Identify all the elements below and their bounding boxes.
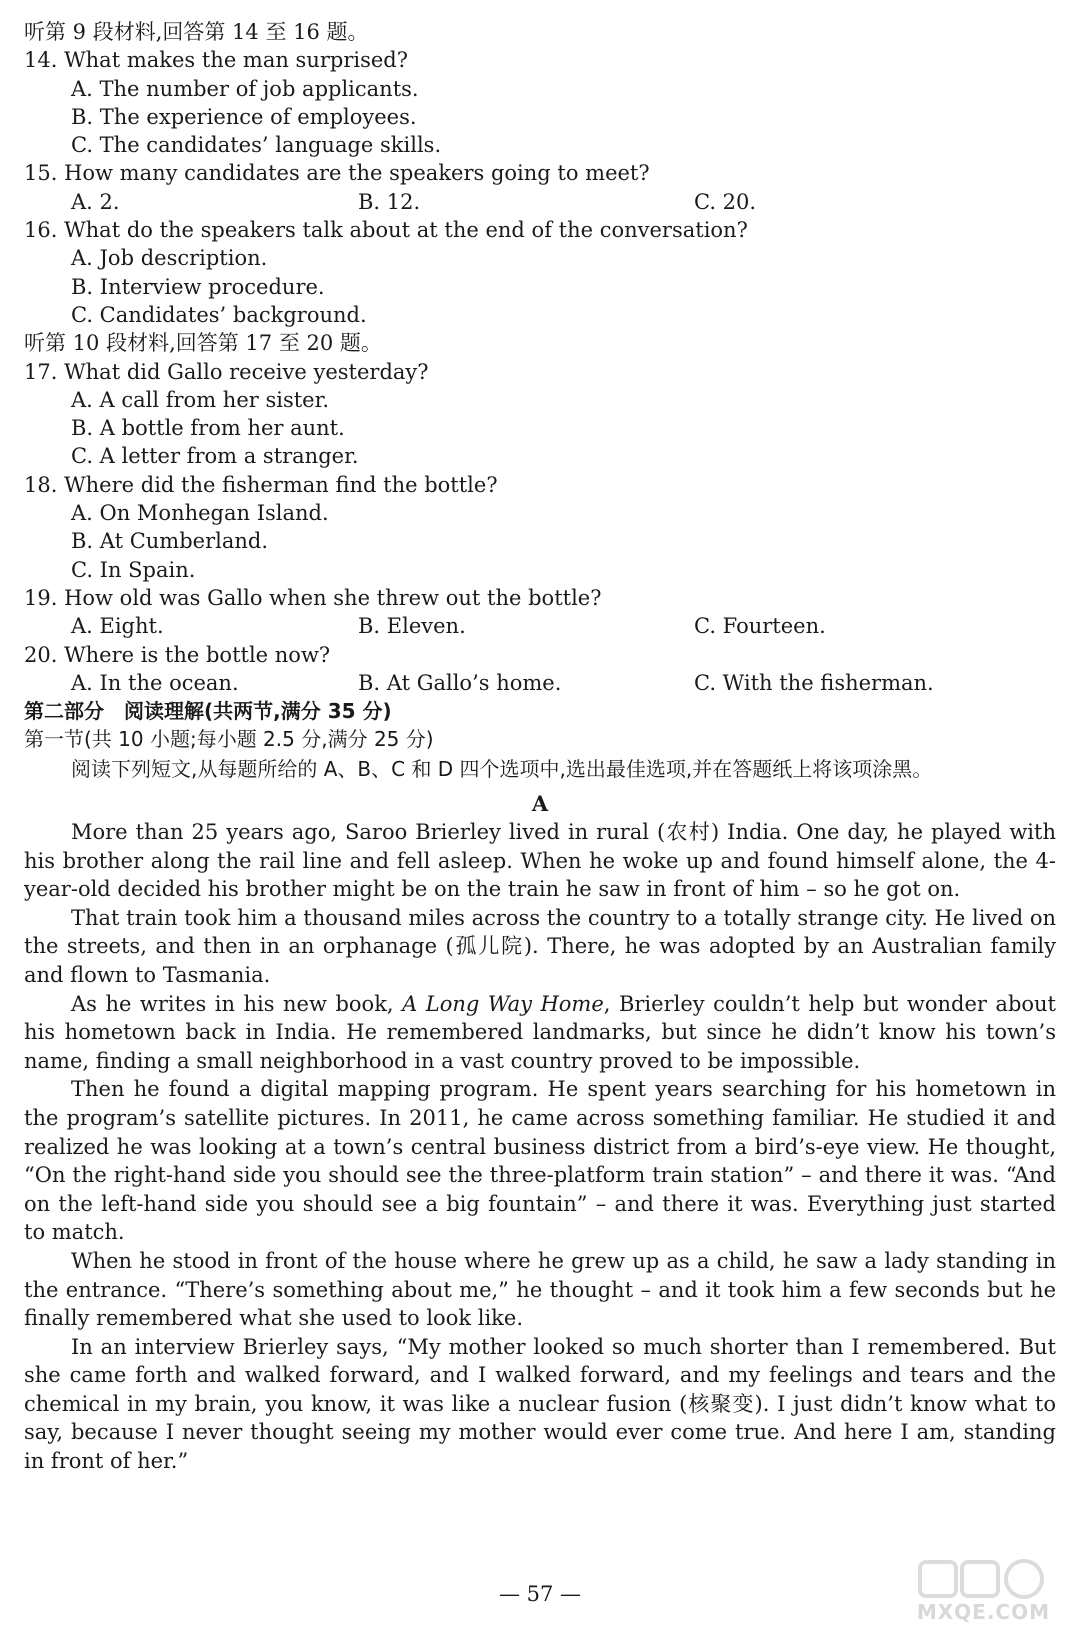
q17-stem: 17. What did Gallo receive yesterday? <box>24 359 429 384</box>
q20-option-c: C. With the fisherman. <box>694 670 934 695</box>
q17-option-c: C. A letter from a stranger. <box>71 444 359 469</box>
passage-paragraph-3 <box>24 990 1056 1076</box>
passage-paragraph-6: In an interview Brierley says, “My mother looked so much shorter than I remembered. But she came forth and walked forward, and I walked forward, and my feelings and tears and the chemical in my brain, you know, it was like a nuclear fusion (核聚变). I just didn’t know what to say, because I never thought seeing my mother would ever come true. And here I am, standing in front of her.” <box>24 1334 1056 1474</box>
q20-options <box>24 669 1056 697</box>
part2-title: 第二部分 阅读理解(共两节,满分 35 分) <box>24 699 392 724</box>
watermark-logo-icon <box>900 1556 1050 1604</box>
passage-paragraph-4: Then he found a digital mapping program. He spent years searching for his hometown in the program’s satellite pictures. In 2011, he came across something familiar. He studied it and realized he was looking at a town’s central business district from a bird’s-eye view. He thought, “On the right-hand side you should see the three-platform train station” – and there it was. “And on the left-hand side you should see a big fountain” – and there it was. Everything just started to match. <box>24 1077 1056 1245</box>
section9-heading: 听第 9 段材料,回答第 14 至 16 题。 <box>24 20 369 44</box>
q15-option-c: C. 20. <box>694 189 757 214</box>
q17-option-a: A. A call from her sister. <box>71 387 329 412</box>
q20-option-a: A. In the ocean. <box>71 670 239 695</box>
q17-option-b: B. A bottle from her aunt. <box>71 416 345 441</box>
q16-stem: 16. What do the speakers talk about at the end of the conversation? <box>24 218 748 243</box>
q19-option-a: A. Eight. <box>71 614 164 639</box>
passage-paragraph-2: That train took him a thousand miles across the country to a totally strange city. He lived on the streets, and then in an orphanage (孤儿院). There, he was adopted by an Australian family and flown to Tasmania. <box>24 905 1056 987</box>
q15-option-b: B. 12. <box>358 189 421 214</box>
q14-option-a: A. The number of job applicants. <box>71 76 419 101</box>
q19-options <box>24 612 1056 640</box>
q16-option-b: B. Interview procedure. <box>71 274 325 299</box>
passage-paragraph-1: More than 25 years ago, Saroo Brierley lived in rural (农村) India. One day, he played with his brother along the rail line and fell asleep. When he woke up and found himself alone, the 4-year-old decided his brother might be on the train he saw in front of him – so he got on. <box>24 820 1056 902</box>
q18-option-b: B. At Cumberland. <box>71 529 268 554</box>
q18-option-a: A. On Monhegan Island. <box>71 501 329 526</box>
book-title: A Long Way Home <box>402 991 604 1016</box>
q15-stem: 15. How many candidates are the speakers going to meet? <box>24 161 650 186</box>
reading-instruction: 阅读下列短文,从每题所给的 A、B、C 和 D 四个选项中,选出最佳选项,并在答题纸上将该项涂黑。 <box>71 756 933 781</box>
q16-option-c: C. Candidates’ background. <box>71 302 367 327</box>
q20-stem: 20. Where is the bottle now? <box>24 642 331 667</box>
q15-option-a: A. 2. <box>71 189 120 214</box>
passage-p3-pre: As he writes in his new book, <box>71 991 403 1016</box>
q16-option-a: A. Job description. <box>71 246 268 271</box>
passage-paragraph-5: When he stood in front of the house where he grew up as a child, he saw a lady standing in the entrance. “There’s something about me,” he thought – and it took him a few seconds but he finally remembered what she used to look like. <box>24 1248 1056 1331</box>
passage-p3-post: , Brierley couldn’t help but wonder about his hometown back in India. He remembered landmarks, but since he didn’t know his town’s name, finding a small neighborhood in a vast country proved to be impossible. <box>24 991 1056 1073</box>
q19-option-c: C. Fourteen. <box>694 614 826 639</box>
q20-option-b: B. At Gallo’s home. <box>358 670 562 695</box>
q19-option-b: B. Eleven. <box>358 614 466 639</box>
q18-stem: 18. Where did the fisherman find the bottle? <box>24 472 498 497</box>
q14-option-b: B. The experience of employees. <box>71 104 417 129</box>
watermark-logo <box>900 1556 1050 1626</box>
q14-stem: 14. What makes the man surprised? <box>24 48 408 73</box>
passage-letter: A <box>531 790 549 816</box>
page-number: — 57 — <box>498 1582 582 1606</box>
part2-section1-title: 第一节(共 10 小题;每小题 2.5 分,满分 25 分) <box>24 727 434 752</box>
q19-stem: 19. How old was Gallo when she threw out the bottle? <box>24 585 602 610</box>
q18-option-c: C. In Spain. <box>71 557 196 582</box>
exam-page <box>24 18 1056 1476</box>
q14-option-c: C. The candidates’ language skills. <box>71 133 442 158</box>
q15-options <box>24 188 1056 216</box>
watermark-text: MXQE.COM <box>916 1600 1050 1624</box>
section10-heading: 听第 10 段材料,回答第 17 至 20 题。 <box>24 331 382 356</box>
